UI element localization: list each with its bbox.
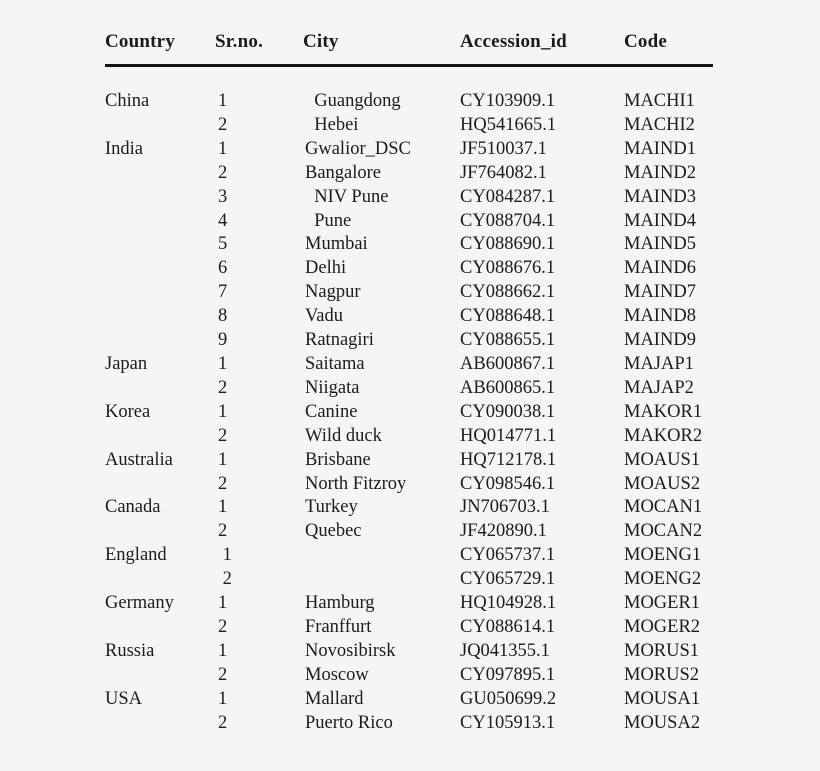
cell-srno: 1 xyxy=(218,545,232,566)
cell-srno: 2 xyxy=(218,616,228,637)
cell-accession_id: JF510037.1 xyxy=(460,138,547,159)
cell-srno: 2 xyxy=(218,114,228,135)
table-row xyxy=(105,138,713,162)
cell-city xyxy=(303,568,460,592)
cell-city: NIV Pune xyxy=(305,186,389,207)
cell-code: MAKOR2 xyxy=(624,425,703,446)
col-header-code: Code xyxy=(624,30,713,66)
cell-city: Gwalior_DSC xyxy=(305,138,411,159)
cell-srno: 1 xyxy=(218,353,228,374)
cell-srno: 1 xyxy=(218,401,228,422)
table-row xyxy=(105,257,713,281)
cell-accession_id: CY098546.1 xyxy=(460,473,556,494)
table-body xyxy=(105,66,713,736)
cell-code: MOGER2 xyxy=(624,616,701,637)
cell-code: MORUS1 xyxy=(624,640,700,661)
table-row xyxy=(105,377,713,401)
cell-city: Novosibirsk xyxy=(305,640,396,661)
cell-city: Quebec xyxy=(305,521,362,542)
col-header-accession-id: Accession_id xyxy=(460,30,624,66)
cell-country xyxy=(105,233,215,257)
cell-code: MAIND8 xyxy=(624,306,696,327)
cell-accession_id: CY088690.1 xyxy=(460,234,556,255)
cell-city: Canine xyxy=(305,401,358,422)
col-header-city: City xyxy=(303,30,460,66)
cell-city: Franffurt xyxy=(305,616,372,637)
table-row xyxy=(105,210,713,234)
cell-srno: 4 xyxy=(218,210,228,231)
table-row xyxy=(105,281,713,305)
cell-accession_id: HQ014771.1 xyxy=(460,425,557,446)
cell-city: Ratnagiri xyxy=(305,330,374,351)
cell-srno: 2 xyxy=(218,162,228,183)
cell-srno: 1 xyxy=(218,497,228,518)
cell-code: MOENG2 xyxy=(624,569,702,590)
cell-code: MAIND5 xyxy=(624,234,696,255)
cell-accession_id: AB600867.1 xyxy=(460,353,556,374)
cell-accession_id: AB600865.1 xyxy=(460,377,556,398)
cell-srno: 1 xyxy=(218,640,228,661)
table-row xyxy=(105,162,713,186)
cell-city: Niigata xyxy=(305,377,360,398)
table-row xyxy=(105,520,713,544)
cell-city: Vadu xyxy=(305,306,344,327)
cell-accession_id: CY088648.1 xyxy=(460,306,556,327)
cell-code: MAIND2 xyxy=(624,162,696,183)
cell-city: Wild duck xyxy=(305,425,382,446)
cell-code: MAIND4 xyxy=(624,210,696,231)
cell-country xyxy=(105,616,215,640)
cell-code: MAKOR1 xyxy=(624,401,703,422)
cell-city: Delhi xyxy=(305,258,347,279)
cell-code: MAIND9 xyxy=(624,330,696,351)
cell-srno: 1 xyxy=(218,449,228,470)
cell-code: MOAUS2 xyxy=(624,473,701,494)
cell-country xyxy=(105,329,215,353)
cell-code: MOUSA2 xyxy=(624,712,701,733)
cell-srno: 3 xyxy=(218,186,228,207)
cell-srno: 1 xyxy=(218,688,228,709)
cell-city: Puerto Rico xyxy=(305,712,393,733)
table-row xyxy=(105,329,713,353)
cell-srno: 2 xyxy=(218,569,232,590)
cell-country xyxy=(105,377,215,401)
table-row xyxy=(105,449,713,473)
cell-city: Brisbane xyxy=(305,449,371,470)
table-row xyxy=(105,712,713,736)
cell-city: Pune xyxy=(305,210,352,231)
cell-code: MAJAP2 xyxy=(624,377,694,398)
table-row xyxy=(105,592,713,616)
cell-city: North Fitzroy xyxy=(305,473,407,494)
cell-city: Hamburg xyxy=(305,593,375,614)
cell-country xyxy=(105,162,215,186)
cell-srno: 2 xyxy=(218,473,228,494)
cell-city: Bangalore xyxy=(305,162,382,183)
cell-srno: 2 xyxy=(218,664,228,685)
cell-code: MAIND1 xyxy=(624,138,696,159)
cell-code: MOCAN2 xyxy=(624,521,703,542)
cell-city: Mallard xyxy=(305,688,364,709)
table-row xyxy=(105,664,713,688)
cell-accession_id: CY103909.1 xyxy=(460,91,556,111)
accession-table xyxy=(105,30,713,735)
cell-srno: 5 xyxy=(218,234,228,255)
cell-country: India xyxy=(105,138,144,159)
cell-accession_id: JF764082.1 xyxy=(460,162,547,183)
cell-city: Mumbai xyxy=(305,234,368,255)
cell-country: Russia xyxy=(105,640,155,661)
cell-country xyxy=(105,473,215,497)
table-row xyxy=(105,544,713,568)
table-row xyxy=(105,401,713,425)
cell-code: MOGER1 xyxy=(624,593,701,614)
cell-city: Turkey xyxy=(305,497,358,518)
cell-accession_id: CY065729.1 xyxy=(460,569,556,590)
cell-country: USA xyxy=(105,688,143,709)
table-row xyxy=(105,473,713,497)
cell-country xyxy=(105,305,215,329)
cell-country xyxy=(105,520,215,544)
cell-accession_id: HQ541665.1 xyxy=(460,114,557,135)
cell-country: Japan xyxy=(105,353,148,374)
cell-country xyxy=(105,114,215,138)
cell-city: Saitama xyxy=(305,353,365,374)
cell-accession_id: CY088704.1 xyxy=(460,210,556,231)
cell-country: Korea xyxy=(105,401,151,422)
table-row xyxy=(105,425,713,449)
cell-code: MAJAP1 xyxy=(624,353,694,374)
cell-accession_id: JF420890.1 xyxy=(460,521,547,542)
cell-srno: 2 xyxy=(218,425,228,446)
table-row xyxy=(105,616,713,640)
cell-accession_id: CY088614.1 xyxy=(460,616,556,637)
cell-country xyxy=(105,257,215,281)
cell-city: Moscow xyxy=(305,664,369,685)
cell-country: China xyxy=(105,91,150,111)
cell-srno: 7 xyxy=(218,282,228,303)
cell-srno: 9 xyxy=(218,330,228,351)
cell-accession_id: CY088655.1 xyxy=(460,330,556,351)
col-header-country: Country xyxy=(105,30,215,66)
cell-country: Canada xyxy=(105,497,161,518)
table-row xyxy=(105,114,713,138)
cell-accession_id: CY065737.1 xyxy=(460,545,556,566)
cell-code: MACHI1 xyxy=(624,91,695,111)
table-row xyxy=(105,640,713,664)
cell-code: MOUSA1 xyxy=(624,688,701,709)
cell-accession_id: JQ041355.1 xyxy=(460,640,550,661)
cell-country: England xyxy=(105,545,167,566)
cell-code: MOENG1 xyxy=(624,545,702,566)
cell-city: Guangdong xyxy=(305,91,401,111)
cell-srno: 2 xyxy=(218,521,228,542)
cell-country xyxy=(105,712,215,736)
cell-accession_id: CY097895.1 xyxy=(460,664,556,685)
cell-country: Australia xyxy=(105,449,173,470)
cell-country xyxy=(105,664,215,688)
cell-srno: 1 xyxy=(218,593,228,614)
table-row xyxy=(105,496,713,520)
cell-srno: 8 xyxy=(218,306,228,327)
table-row xyxy=(105,688,713,712)
cell-country xyxy=(105,186,215,210)
cell-accession_id: JN706703.1 xyxy=(460,497,550,518)
cell-accession_id: CY088662.1 xyxy=(460,282,556,303)
cell-accession_id: CY088676.1 xyxy=(460,258,556,279)
cell-country: Germany xyxy=(105,593,174,614)
cell-accession_id: CY084287.1 xyxy=(460,186,556,207)
table-header-row xyxy=(105,30,713,66)
cell-code: MAIND6 xyxy=(624,258,696,279)
cell-country xyxy=(105,568,215,592)
cell-srno: 1 xyxy=(218,91,228,111)
table-row xyxy=(105,233,713,257)
cell-srno: 2 xyxy=(218,377,228,398)
cell-code: MOCAN1 xyxy=(624,497,703,518)
cell-accession_id: CY090038.1 xyxy=(460,401,556,422)
cell-code: MAIND7 xyxy=(624,282,696,303)
cell-country xyxy=(105,425,215,449)
cell-country xyxy=(105,210,215,234)
cell-srno: 2 xyxy=(218,712,228,733)
col-header-srno: Sr.no. xyxy=(215,30,303,66)
cell-accession_id: CY105913.1 xyxy=(460,712,556,733)
cell-city: Hebei xyxy=(305,114,359,135)
table-row xyxy=(105,186,713,210)
table-header xyxy=(105,30,713,66)
cell-accession_id: HQ712178.1 xyxy=(460,449,557,470)
cell-accession_id: HQ104928.1 xyxy=(460,593,557,614)
cell-code: MACHI2 xyxy=(624,114,695,135)
cell-srno: 1 xyxy=(218,138,228,159)
table-row xyxy=(105,353,713,377)
cell-city xyxy=(303,544,460,568)
cell-code: MOAUS1 xyxy=(624,449,701,470)
cell-accession_id: GU050699.2 xyxy=(460,688,557,709)
table-row xyxy=(105,305,713,329)
cell-code: MAIND3 xyxy=(624,186,696,207)
table-row xyxy=(105,568,713,592)
cell-srno: 6 xyxy=(218,258,228,279)
cell-city: Nagpur xyxy=(305,282,361,303)
cell-country xyxy=(105,281,215,305)
cell-code: MORUS2 xyxy=(624,664,700,685)
table-row xyxy=(105,66,713,114)
